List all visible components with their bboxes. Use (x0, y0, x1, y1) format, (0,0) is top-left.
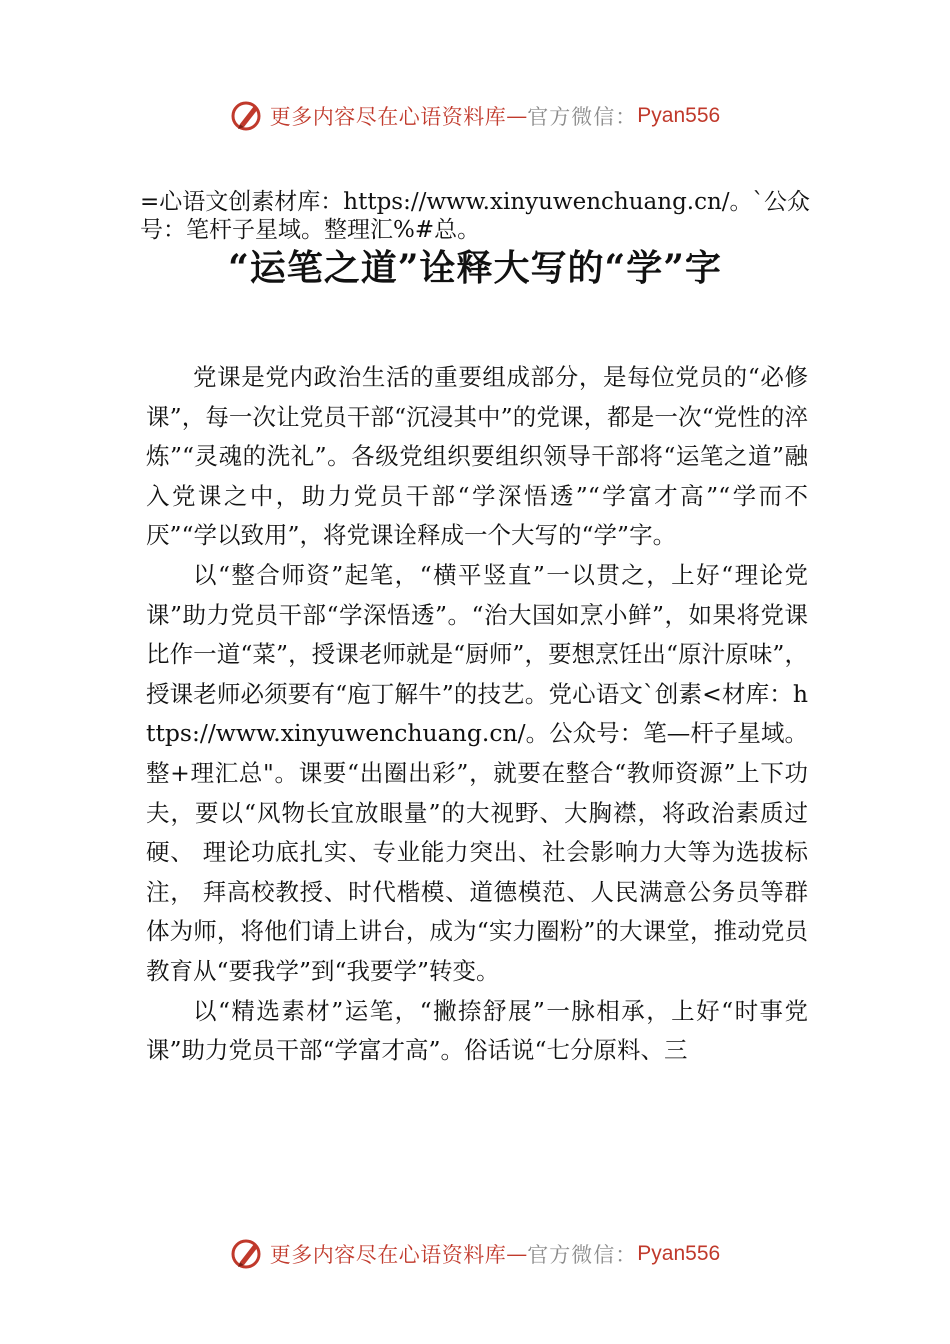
header-banner (0, 96, 950, 136)
paragraph: 以“整合师资”起笔，“横平竖直”一以贯之，上好“理论党课”助力党员干部“学深悟透”。“治大国如烹小鲜”，如果将党课比作一道“菜”，授课老师就是“厨师”，要想烹饪出“原汁原味”，授课老师必须要有“庖丁解牛”的技艺。党心语文`创素<材库：https://www.xinyuwenchuang.cn/。公众号：笔—杆子星域。整+理汇总"。课要“出圈出彩”，就要在整合“教师资源”上下功夫，要以“风物长宜放眼量”的大视野、大胸襟，将政治素质过硬、 理论功底扎实、专业能力突出、社会影响力大等为选拔标注， 拜高校教授、时代楷模、道德模范、人民满意公务员等群体为师，将他们请上讲台，成为“实力圈粉”的大课堂，推动党员教育从“要我学”到“我要学”转变。 (146, 560, 808, 985)
document-body (146, 358, 808, 1071)
footer-banner (0, 1234, 950, 1274)
banner-label: 官方微信： (527, 1243, 638, 1267)
banner-text: 更多内容尽在心语资料库 (269, 1243, 507, 1267)
banner-label: 官方微信： (527, 105, 638, 129)
paragraph: 党课是党内政治生活的重要组成部分，是每位党员的“必修课”，每一次让党员干部“沉浸其中”的党课，都是一次“党性的淬炼”“灵魂的洗礼”。各级党组织要组织领导干部将“运笔之道”融入党课之中，助力党员干部“学深悟透”“学富才高”“学而不厌”“学以致用”，将党课诠释成一个大写的“学”字。 (146, 363, 808, 550)
banner-wechat-id: Pyan556 (637, 104, 721, 127)
banner-wechat-id: Pyan556 (637, 1242, 721, 1265)
pen-logo-icon (230, 98, 266, 134)
source-line: =心语文创素材库：https://www.xinyuwenchuang.cn/。`公众号：笔杆子星域。整理汇%#总。 (140, 189, 811, 243)
banner-separator: — (506, 104, 528, 128)
banner-text: 更多内容尽在心语资料库 (269, 105, 507, 129)
banner-separator: — (506, 1242, 528, 1266)
pen-logo-icon (230, 1236, 266, 1272)
paragraph: 以“精选素材”运笔，“撇捺舒展”一脉相承，上好“时事党课”助力党员干部“学富才高”。俗话说“七分原料、三 (146, 996, 808, 1065)
document-title: “运笔之道”诠释大写的“学”字 (228, 247, 722, 289)
